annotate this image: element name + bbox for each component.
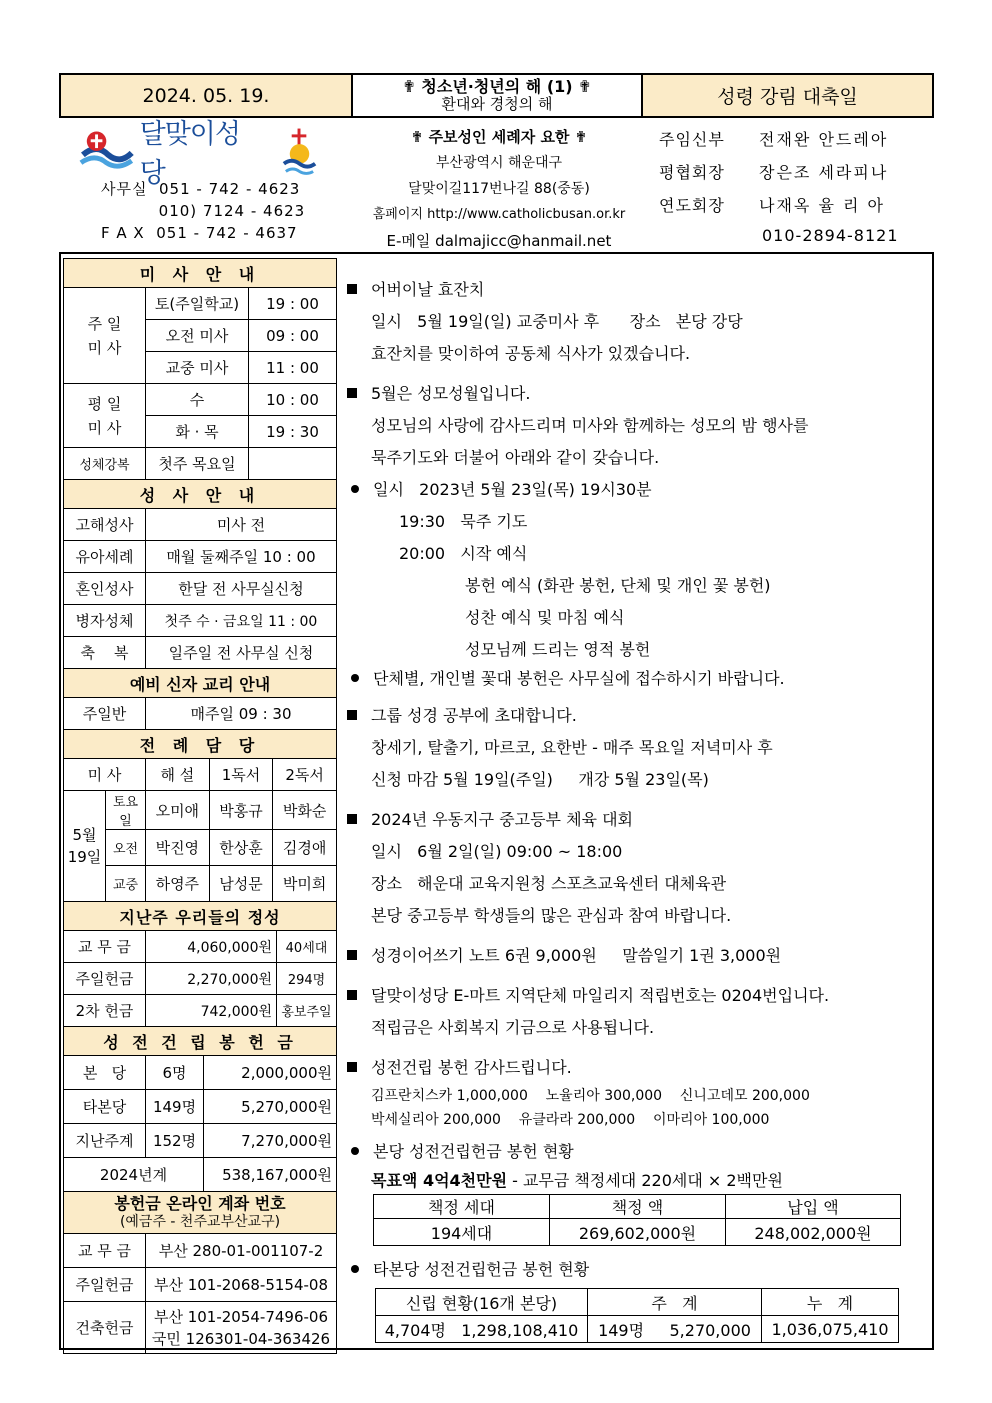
account-number: 부산 280-01-001107-2 [146,1234,337,1268]
left-column [63,258,337,1354]
square-bullet-icon [347,710,357,720]
table-header: 납입 액 [726,1195,901,1219]
mass-time: 19 : 30 [249,416,337,448]
sacrament-name: 축 복 [64,637,146,669]
adoration-label: 성체강복 [64,448,146,480]
patron-saint: ✟ 주보성인 세례자 요한 ✟ [410,128,588,146]
liturgy-reader-1: 한상훈 [209,830,273,866]
building-count: 152명 [146,1124,204,1158]
table-header: 책정 액 [550,1195,726,1219]
building-name: 타본당 [64,1090,146,1124]
account-name: 교 무 금 [64,1234,146,1268]
cross-icon: ✟ [402,77,422,97]
offering-name: 2차 헌금 [64,995,146,1027]
other-parish-table [375,1288,899,1343]
sacrament-value: 미사 전 [146,509,337,541]
parish-address [349,124,649,254]
account-name: 주일헌금 [64,1268,146,1302]
liturgy-header: 해 설 [146,759,210,791]
square-bullet-icon [347,388,357,398]
office-contacts [101,178,305,244]
cross-icon: ✟ [410,128,429,146]
table-header: 주 계 [588,1289,762,1316]
liturgy-reader-1: 박홍규 [209,791,273,830]
mass-name: 화 · 목 [146,416,249,448]
table-cell: 4,704명 1,298,108,410 [376,1316,588,1343]
feast-title: 성령 강림 대축일 [643,75,932,116]
staff-row: 주임신부 전재완 안드레아 [659,130,889,149]
catechism-title: 예비 신자 교리 안내 [64,669,337,698]
sacrament-name: 유아세례 [64,541,146,573]
mass-name: 교중 미사 [146,352,249,384]
notice-sports-day: 2024년 우동지구 중고등부 체육 대회 일시 6월 2일(일) 09:00 ~ 18:00 장소 해운대 교육지원청 스포츠교육센터 대체육관 본당 중고등부 학생들의 많은 관심과 참여 바랍니다. [347,804,927,932]
square-bullet-icon [347,1062,357,1072]
cross-icon: ✟ [569,128,588,146]
parish-building-table [373,1194,901,1246]
goal-detail: - 교무금 책정세대 220세대 × 2백만원 [507,1171,783,1190]
offering-amount: 742,000원 [146,995,277,1027]
staff-phone: 010-2894-8121 [762,226,899,245]
mass-time: 11 : 00 [249,352,337,384]
staff-list [659,122,934,245]
diocese-emblem-icon [79,129,134,173]
building-count: 6명 [146,1056,204,1090]
liturgy-commentator: 하영주 [146,866,210,902]
staff-row: 연도회장 나재옥 율 리 아 [659,196,885,215]
bulletin-date: 2024. 05. 19. [61,75,353,116]
sacrament-value: 매월 둘째주일 10 : 00 [146,541,337,573]
notice-other-parish-status: 타본당 성전건립헌금 봉헌 현황 신립 현황(16개 본당) 주 계 누 계 4,704명 1,298,108,410 149명 5,270,000 1,036,075,410 [347,1254,927,1343]
offering-name: 교 무 금 [64,931,146,963]
table-header: 누 계 [762,1289,899,1316]
table-cell: 1,036,075,410 [762,1316,899,1343]
account-table [63,1191,337,1354]
building-fund-table [63,1026,337,1192]
offering-note: 홍보주일 [277,995,337,1027]
building-year-label: 2024년계 [64,1158,204,1192]
parish-symbol-icon [280,126,319,176]
notice-emart-mileage: 달맞이성당 E-마트 지역단체 마일리지 적립번호는 0204번입니다. 적립금은 사회복지 기금으로 사용됩니다. [347,980,927,1044]
account-number: 부산 101-2068-5154-08 [146,1268,337,1302]
liturgy-mass: 토요일 [106,791,146,830]
account-title: 봉헌금 온라인 계좌 번호 (예금주 - 천주교부산교구) [64,1192,337,1234]
sacrament-value: 한달 전 사무실신청 [146,573,337,605]
table-header: 책정 세대 [374,1195,550,1219]
liturgy-header: 미 사 [64,759,146,791]
weekday-mass-label: 평 일 미 사 [64,384,146,448]
adoration-value: 첫주 목요일 [146,448,249,480]
notice-column [347,274,927,1351]
round-bullet-icon [351,1265,359,1273]
round-bullet-icon [351,1147,359,1155]
sacrament-name: 혼인성사 [64,573,146,605]
mass-time: 10 : 00 [249,384,337,416]
offering-amount: 2,270,000원 [146,963,277,995]
building-amount: 5,270,000원 [204,1090,337,1124]
table-cell: 194세대 [374,1219,550,1246]
mass-name: 오전 미사 [146,320,249,352]
liturgy-mass: 오전 [106,830,146,866]
square-bullet-icon [347,284,357,294]
table-header: 신립 현황(16개 본당) [376,1289,588,1316]
building-amount: 7,270,000원 [204,1124,337,1158]
address-line-2: 달맞이길117번나길 88(중동) [408,181,590,197]
mass-time: 19 : 00 [249,288,337,320]
liturgy-mass: 교중 [106,866,146,902]
homepage-link[interactable]: 홈페이지 http://www.catholicbusan.or.kr [372,207,626,222]
liturgy-title: 전 례 담 당 [64,730,337,759]
building-name: 본 당 [64,1056,146,1090]
liturgy-commentator: 박진영 [146,830,210,866]
liturgy-reader-1: 남성문 [209,866,273,902]
parish-info [59,118,934,248]
goal-amount: 목표액 4억4천만원 [371,1171,508,1190]
liturgy-reader-2: 박화순 [273,791,337,830]
square-bullet-icon [347,990,357,1000]
sacrament-name: 고해성사 [64,509,146,541]
main-content [59,252,934,1350]
mass-time: 09 : 00 [249,320,337,352]
liturgy-header: 2독서 [273,759,337,791]
square-bullet-icon [347,814,357,824]
sacrament-name: 병자성체 [64,605,146,637]
office-fax: F A X 051 - 742 - 4637 [101,224,298,242]
offering-title: 지난주 우리들의 정성 [64,902,337,931]
theme-line-2: 환대와 경청의 해 [441,95,553,114]
building-count: 149명 [146,1090,204,1124]
round-bullet-icon [351,485,359,493]
catechism-name: 주일반 [64,698,146,730]
notice-bible-notes: 성경이어쓰기 노트 6권 9,000원 말씀일기 1권 3,000원 [347,940,927,972]
liturgy-reader-2: 김경애 [273,830,337,866]
building-name: 지난주계 [64,1124,146,1158]
building-year-amount: 538,167,000원 [204,1158,337,1192]
address-line-1: 부산광역시 해운대구 [435,155,563,171]
offering-note: 294명 [277,963,337,995]
sacrament-value: 일주일 전 사무실 신청 [146,637,337,669]
table-cell: 269,602,000원 [550,1219,726,1246]
round-bullet-icon [351,674,359,682]
account-number: 부산 101-2054-7496-06 국민 126301-04-363426 [146,1302,337,1354]
table-cell: 149명 5,270,000 [588,1316,762,1343]
liturgy-header: 1독서 [209,759,273,791]
office-phone: 사무실 051 - 742 - 4623 [101,180,301,198]
offering-amount: 4,060,000원 [146,931,277,963]
email-link[interactable]: E-메일 dalmajicc@hanmail.net [386,232,612,250]
notice-parish-building-status: 본당 성전건립헌금 봉헌 현황 목표액 4억4천만원 - 교무금 책정세대 220세대 × 2백만원 책정 세대 책정 액 납입 액 194세대 269,602,000원 248,002,000원 [347,1136,927,1246]
offering-table [63,901,337,1027]
building-fund-title: 성 전 건 립 봉 헌 금 [64,1027,337,1056]
office-mobile: 010) 7124 - 4623 [101,202,306,220]
mass-schedule-table [63,258,337,480]
building-amount: 2,000,000원 [204,1056,337,1090]
catechism-value: 매주일 09 : 30 [146,698,337,730]
notice-bible-study: 그룹 성경 공부에 초대합니다. 창세기, 탈출기, 마르코, 요한반 - 매주 목요일 저녁미사 후 신청 마감 5월 19일(주일) 개강 5월 23일(목) [347,700,927,796]
sacrament-value: 첫주 수 · 금요일 11 : 00 [146,605,337,637]
empty-cell [249,448,337,480]
account-name: 건축헌금 [64,1302,146,1354]
theme-line-1: ✟ 청소년·청년의 해 (1) ✟ [402,77,592,97]
notice-building-thanks: 성전건립 봉헌 감사드립니다. 김프란치스카 1,000,000 노율리아 300,000 신니고데모 200,000 박세실리아 200,000 유클라라 200,000 이마리아 100,000 [347,1052,927,1132]
cross-icon: ✟ [572,77,592,97]
year-theme [353,75,643,116]
staff-row: 평협회장 장은조 세라피나 [659,163,889,182]
sacrament-table [63,479,337,730]
notice-parents-day: 어버이날 효잔치 일시 5월 19일(일) 교중미사 후 장소 본당 강당 효잔치를 맞이하여 공동체 식사가 있겠습니다. [347,274,927,370]
offering-note: 40세대 [277,931,337,963]
square-bullet-icon [347,950,357,960]
table-cell: 248,002,000원 [726,1219,901,1246]
notice-marian-month: 5월은 성모성월입니다. 성모님의 사랑에 감사드리며 미사와 함께하는 성모의 밤 행사를 묵주기도와 더불어 아래와 같이 갖습니다. 일시 2023년 5월 23일(목) 19시30분 19:30 묵주 기도 20:00 시작 예식 봉헌 예식 (화관 봉헌, 단체 및 개인 꽃 봉헌) 성찬 예식 및 마침 예식 성모님께 드리는 영적 봉헌 단체별, 개인별 꽃대 봉헌은 사무실에 접수하시기 바랍니다. [347,378,927,692]
offering-name: 주일헌금 [64,963,146,995]
liturgy-table [63,729,337,902]
liturgy-reader-2: 박미희 [273,866,337,902]
sacrament-title: 성 사 안 내 [64,480,337,509]
mass-name: 수 [146,384,249,416]
mass-schedule-title: 미 사 안 내 [64,259,337,288]
parish-name: 달맞이성당 [139,119,240,189]
liturgy-date: 5월 19일 [64,791,106,902]
sunday-mass-label: 주 일 미 사 [64,288,146,384]
liturgy-commentator: 오미애 [146,791,210,830]
mass-name: 토(주일학교) [146,288,249,320]
